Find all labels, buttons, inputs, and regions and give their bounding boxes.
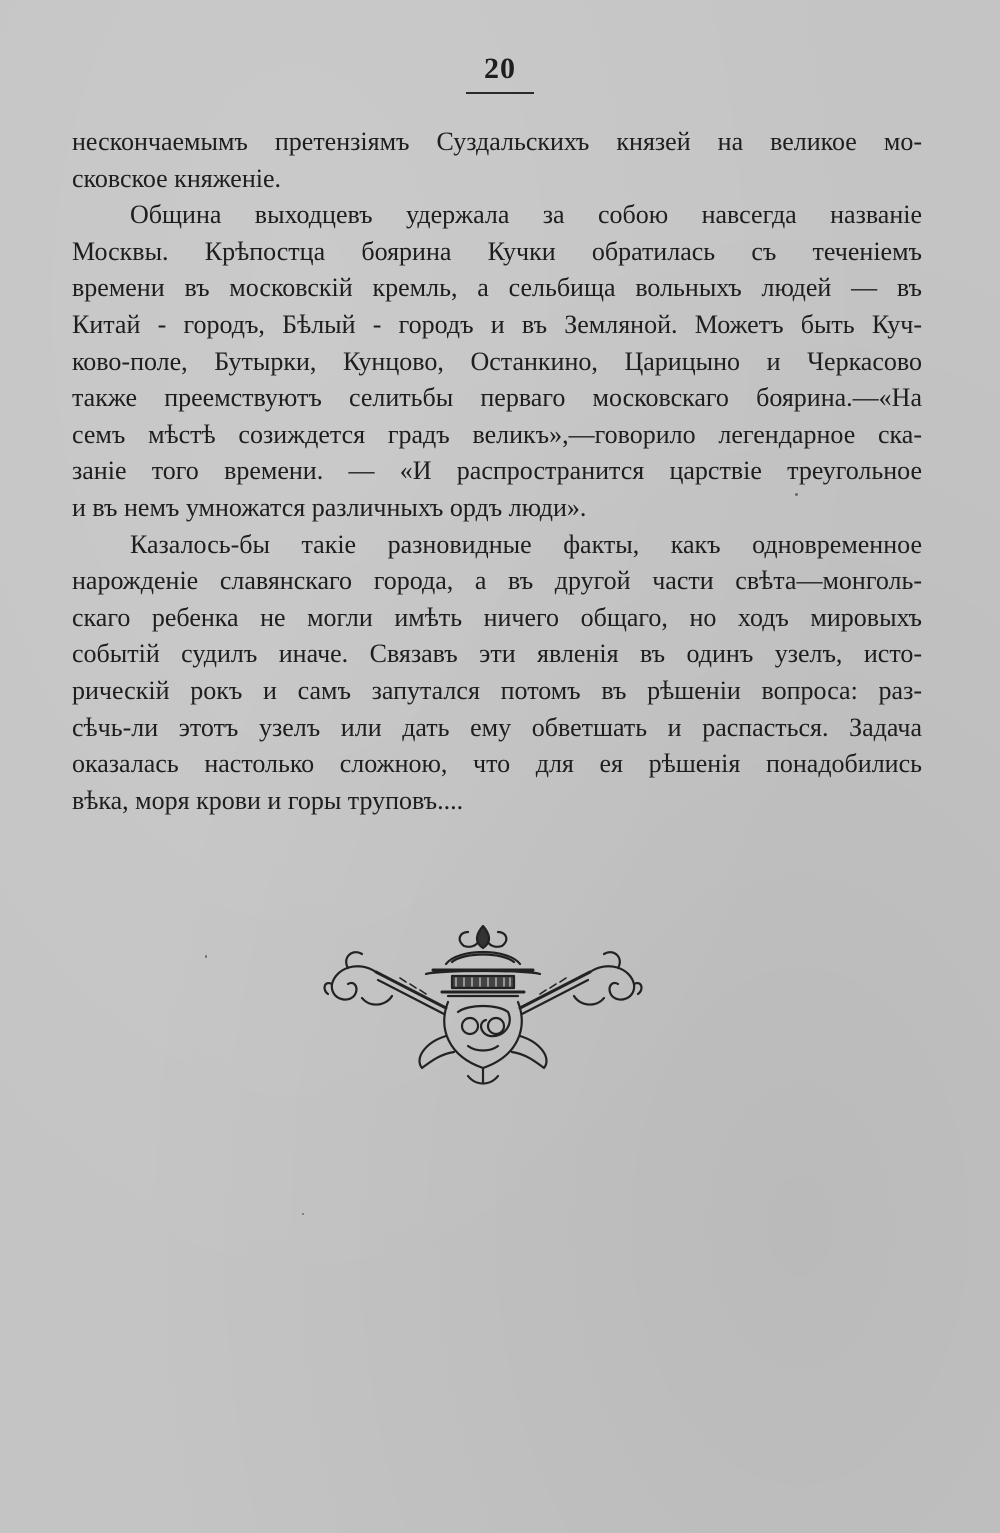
text-line: Казалось-бы такіе разновидные факты, какъ одновременное	[130, 529, 922, 559]
text-line: вѣка, моря крови и горы труповъ....	[72, 785, 464, 815]
text-line: семъ мѣстѣ созиждется градъ великъ»,—говорило легендарное ска-	[72, 419, 922, 449]
text-line: нескончаемымъ претензіямъ Суздальскихъ князей на великое мо-	[72, 127, 922, 156]
text-line: времени въ московскій кремль, а сельбища вольныхъ людей — въ	[72, 273, 922, 303]
body-text	[72, 124, 922, 819]
text-line: сковское княженіе.	[72, 163, 282, 193]
text-line: скаго ребенка не могли имѣть ничего общаго, но ходъ мировыхъ	[72, 602, 922, 632]
scan-speck	[795, 493, 798, 496]
tailpiece-ornament-icon	[318, 918, 648, 1088]
text-line: рическій рокъ и самъ запутался потомъ въ рѣшеніи вопроса: раз-	[72, 675, 922, 705]
scan-speck	[205, 955, 207, 958]
page-number-rule	[466, 92, 534, 94]
page-number: 20	[484, 52, 516, 85]
text-line: ково-поле, Бутырки, Кунцово, Останкино, Царицыно и Черкасово	[72, 346, 922, 376]
text-line: нарожденіе славянскаго города, а въ другой части свѣта—монголь-	[72, 566, 922, 596]
text-line: оказалась настолько сложною, что для ея рѣшенія понадобились	[72, 749, 922, 779]
text-line: событій судилъ иначе. Связавъ эти явленія въ одинъ узелъ, исто-	[72, 639, 922, 669]
text-line: заніе того времени. — «И распространится царствіе треугольное	[72, 456, 922, 486]
text-line: Китай - городъ, Бѣлый - городъ и въ Земляной. Можетъ быть Куч-	[72, 309, 922, 339]
text-line: также преемствуютъ селитьбы перваго московскаго боярина.—«На	[72, 383, 922, 413]
text-line: Община выходцевъ удержала за собою навсегда названіе	[130, 200, 922, 230]
scan-speck	[302, 1213, 304, 1215]
text-line: сѣчь-ли этотъ узелъ или дать ему обветшать и распасться. Задача	[72, 712, 922, 742]
text-line: и въ немъ умножатся различныхъ ордъ люди».	[72, 492, 587, 522]
text-line: Москвы. Крѣпостца боярина Кучки обратилась съ теченіемъ	[72, 236, 922, 266]
